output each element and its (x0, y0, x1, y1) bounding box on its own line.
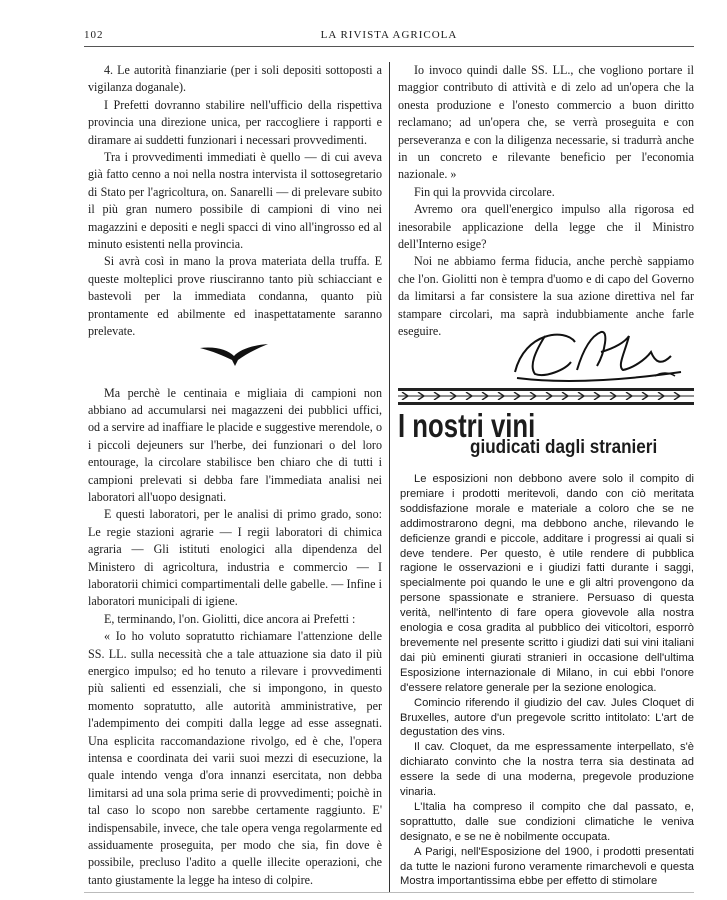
paragraph: I Prefetti dovranno stabilire nell'ufficio della rispettiva provincia una direzione unica, per raccogliere i rapporti e diramare ai suddetti funzionari i necessari provvedimenti. (88, 97, 382, 147)
arrow-band-icon (398, 392, 694, 400)
column-divider (389, 62, 390, 892)
quotation: « Io ho voluto sopratutto richiamare l'attenzione delle SS. LL. sulla necessità che a tale attuazione sia dato il più energico impulso; ed ho tenuto a rilevare i provvedimenti più salienti ed essenziali, che si impongono, in questo momento sopratutto, alle autorità amministrative, per l'adempimento dei compiti dalla legge ad esse assegnati. Una esplicita raccomandazione rivolgo, ed è che, l'opera intensa e coordinata dei varii suoi mezzi di esecuzione, la quale intendo venga d'ora innanzi esercitata, non debba limitarsi ad una sola prima serie di provvedimenti; poichè in tal caso lo scopo non sarebbe certamente raggiunto. E' indispensabile, invece, che tale opera venga regolarmente ed assiduamente proseguita, per modo che sia, fin dove è possibile, precluso l'adito a quelle illecite operazioni, che tanto giustamente la legge ha inteso di colpire. (88, 629, 382, 887)
left-column (88, 62, 382, 889)
running-title: LA RIVISTA AGRICOLA (320, 29, 458, 41)
paragraph: Io invoco quindi dalle SS. LL., che vogliono portare il maggior contributo di attività e di zelo ad un'opera che la onesta produzione e l'onesto commercio a buon diritto reclamano; ad un'opera che, se verrà proseguita e con perseveranza e con la diligenza necessarie, si tradurrà anche in un concreto e rilevante beneficio per l'economia nazionale. » (398, 63, 694, 182)
rule-bar-bottom (398, 402, 694, 405)
page-number: 102 (84, 29, 104, 41)
header-rule (84, 46, 694, 47)
paragraph: Noi ne abbiamo ferma fiducia, anche perchè sappiamo che l'on. Giolitti non è tempra d'uomo e di capo del Governo da limitarsi a far consistere la sua azione direttiva nel far stampare circolari, ma saprà indubbiamente anche farle eseguire. (398, 254, 694, 339)
article-subtitle: giudicati dagli stranieri (470, 437, 658, 458)
paragraph: L'Italia ha compreso il compito che dal passato, e, soprattutto, dalle sue condizioni climatiche le veniva designato, e se ne è nobilmente occupata. (400, 800, 694, 843)
article-title: I nostri vini (398, 407, 536, 444)
paragraph: Il cav. Cloquet, da me espressamente interpellato, s'è dichiarato convinto che la nostra terra sia destinata ad essere la sede di una moderna, pregevole produzione vinaria. (400, 741, 694, 799)
paragraph: 4. Le autorità finanziarie (per i soli depositi sottoposti a vigilanza doganale). (88, 63, 382, 95)
paragraph: Le esposizioni non debbono avere solo il compito di premiare i prodotti meritevoli, dando con ciò meritata soddisfazione morale e materiale a coloro che se ne addimostrarono degni, ma debbono anche, rilevando le deficienze grandi e piccole, additare i progressi ai quali si deve tendere. Per questo, è utile rendere di pubblica ragione le osservazioni e i giudizi fatti durante i saggi, specialmente poi quando le une e gli altri provengono da persone spassionate e straniere. Persuaso di questa verità, nell'intento di fare opera giovevole alla nostra enologia e cosa gradita al pubblico dei viticoltori, esporrò brevemente nel presente scritto i giudizi dati sui vini italiani dai più eminenti giurati stranieri in occasione dell'ultima Esposizione internazionale di Milano, in cui ebbi l'onore d'essere relatore generale per la sezione enologica. (400, 473, 694, 694)
paragraph: E, terminando, l'on. Giolitti, dice ancora ai Prefetti : (104, 611, 356, 626)
swallow-ornament-icon (198, 342, 270, 368)
right-column (398, 62, 694, 341)
signature (505, 322, 690, 384)
article-body (400, 472, 694, 889)
paragraph: Ma perchè le centinaia e migliaia di campioni non abbiano ad accumularsi nei magazzeni dei pubblici uffici, od a servire ad inaffiare le placide e suggestive merendole, o i piccoli dejeuners sur l'herbe, dei funzionari o del loro entourage, la circolare stabilisce ben chiaro che di tutti i campioni prelevati si debba fare l'immediata analisi nei laboratori all'uopo designati. (88, 385, 382, 504)
paragraph: A Parigi, nell'Esposizione del 1900, i prodotti presentati da tutte le nazioni furono veramente rimarchevoli e questa Mostra importantissima ebbe per effetto di stimolare (400, 845, 694, 888)
paragraph: Fin qui la provvida circolare. (414, 184, 555, 199)
page-header (84, 29, 694, 45)
bottom-rule (84, 892, 694, 893)
paragraph: E questi laboratori, per le analisi di primo grado, sono: Le regie stazioni agrarie — I regii laboratori di chimica agraria — Gli istituti enologici alla dipendenza del Ministero di agricoltura, industria e commercio — I laboratorii chimici compartimentali delle gabelle. — Infine i laboratori municipali di igiene. (88, 507, 382, 609)
rule-bar-top (398, 388, 694, 391)
paragraph: Tra i provvedimenti immediati è quello — di cui aveva già fatto cenno a noi nella nostra intervista il sottosegretario di Stato per l'agricoltura, on. Sanarelli — di prelevare subito il più gran numero possibile di campioni di vino nei magazzini e depositi e negli spacci di vino all'ingrosso ed al minuto esistenti nella provincia. (88, 150, 382, 252)
paragraph: Avremo ora quell'energico impulso alla rigorosa ed inesorabile applicazione della legge che il Ministro dell'Interno esige? (398, 202, 694, 252)
paragraph: Comincio riferendo il giudizio del cav. Jules Cloquet di Bruxelles, autore d'un pregevole scritto intitolato: L'art de degustation des vins. (400, 696, 694, 739)
paragraph: Si avrà così in mano la prova materiata della truffa. E queste molteplici prove riusciranno tanto più schiacciant e bastevoli per la immediata condanna, quanto più prontamente ed abilmente ed inaspettatamente saranno prelevate. (88, 254, 382, 339)
